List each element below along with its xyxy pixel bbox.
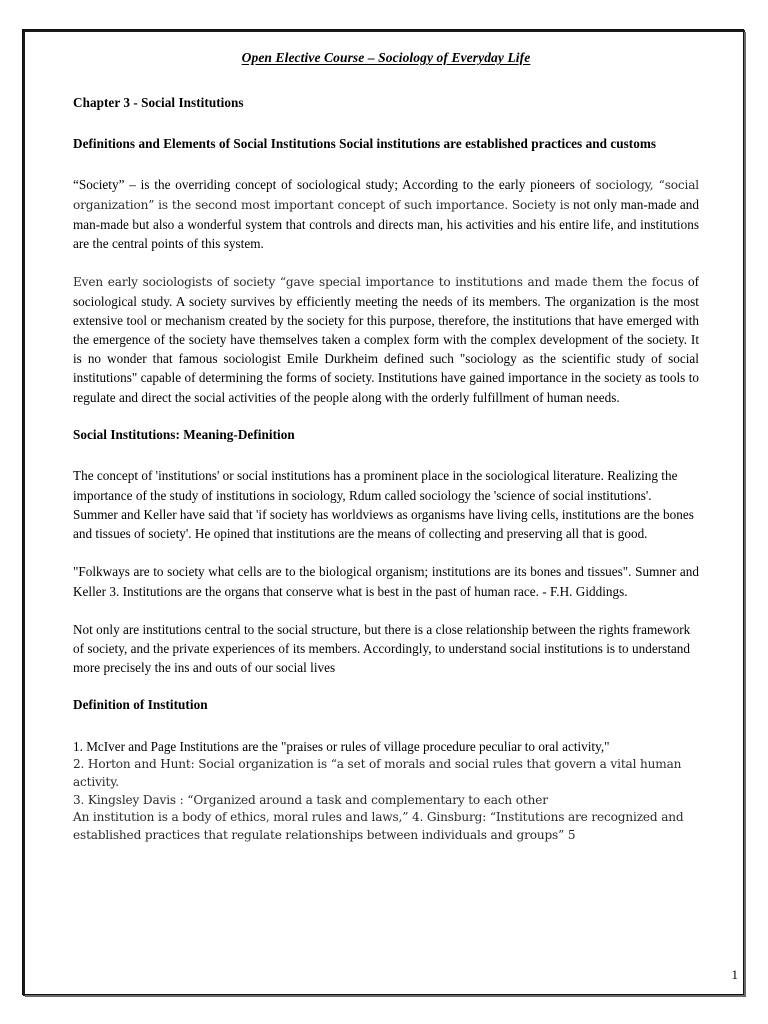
paragraph-society-line-2: sociology, “social organization” is the second most important concept of such importance. Society is [73, 178, 699, 212]
paragraph-folkways: "Folkways are to society what cells are to the biological organism; institutions are its bones and tissues". Sumner and Keller 3. Institutions are the organs that conserve what is best in the past of human race. - F.H. Giddings. [73, 564, 699, 599]
document-title-text: Open Elective Course – Sociology of Everyday Life [241, 50, 531, 65]
document-content [73, 50, 738, 982]
spacer [73, 444, 699, 466]
spacer [73, 601, 699, 620]
document-title [73, 50, 699, 67]
page-number: 1 [731, 967, 738, 982]
spacer [73, 677, 699, 696]
page-border-frame [22, 29, 744, 995]
spacer [73, 153, 699, 175]
list-item: An institution is a body of ethics, moral rules and laws,” 4. Ginsburg: “Institutions are recognized and established practices that regulate relationships between individuals and groups” 5 [73, 810, 684, 842]
spacer [73, 407, 699, 426]
paragraph-society [73, 175, 699, 253]
spacer [73, 253, 699, 272]
spacer [73, 113, 699, 135]
definition-of-institution-heading: Definition of Institution [73, 697, 208, 713]
chapter-heading: Chapter 3 - Social Institutions [73, 94, 244, 110]
spacer [73, 67, 699, 94]
paragraph-early-sociologists-rest: of sociological study. A society survives by efficiently meeting the needs of its members. The organization is the most extensive tool or mechanism created by the society for this purpose, therefore, the institutions that have emerged with the emergence of the society have themselves taken a complex form with the complex development of the society. It is no wonder that famous sociologist Emile Durkheim defined such "sociology as the scientific study of social institutions" capable of determining the forms of society. Institutions have gained importance in the society as tools to regulate and direct the social activities of the people along with the orderly fulfillment of human needs. [73, 273, 699, 405]
definition-list [73, 737, 699, 845]
paragraph-society-line-3: not only man-made and man-made but also a wonderful system that controls and directs man, his activities and his entire life, and institutions are the central points of this system. [73, 196, 699, 251]
paragraph-early-sociologists-line-1: Even early sociologists of society “gave special importance to institutions and made them the focus [73, 274, 684, 289]
meaning-definition-heading: Social Institutions: Meaning-Definition [73, 426, 295, 442]
paragraph-not-only: Not only are institutions central to the social structure, but there is a close relationship between the rights framework of society, and the private experiences of its members. Accordingly, to understand social institutions is to understand more precisely the ins and outs of our social lives [73, 621, 691, 676]
spacer [73, 543, 699, 562]
paragraph-early-sociologists [73, 272, 699, 407]
spacer [73, 715, 699, 737]
list-item: 1. McIver and Page Institutions are the "praises or rules of village procedure peculiar to oral activity," [73, 739, 610, 755]
definitions-elements-heading: Definitions and Elements of Social Institutions Social institutions are established practices and customs [73, 135, 657, 151]
paragraph-concept-institutions: The concept of 'institutions' or social institutions has a prominent place in the sociological literature. Realizing the importance of the study of institutions in sociology, Rdum called sociology the 'science of social institutions'. Summer and Keller have said that 'if society has worldviews as organisms have living cells, institutions are the bones and tissues of society'. He opined that institutions are the means of collecting and preserving all that is good. [73, 468, 694, 542]
list-item: 3. Kingsley Davis : “Organized around a task and complementary to each other [73, 792, 548, 807]
paragraph-society-line-1: “Society” – is the overriding concept of sociological study; According to the early pioneers of [73, 177, 591, 193]
list-item: 2. Horton and Hunt: Social organization is “a set of morals and social rules that govern a vital human activity. [73, 757, 682, 789]
